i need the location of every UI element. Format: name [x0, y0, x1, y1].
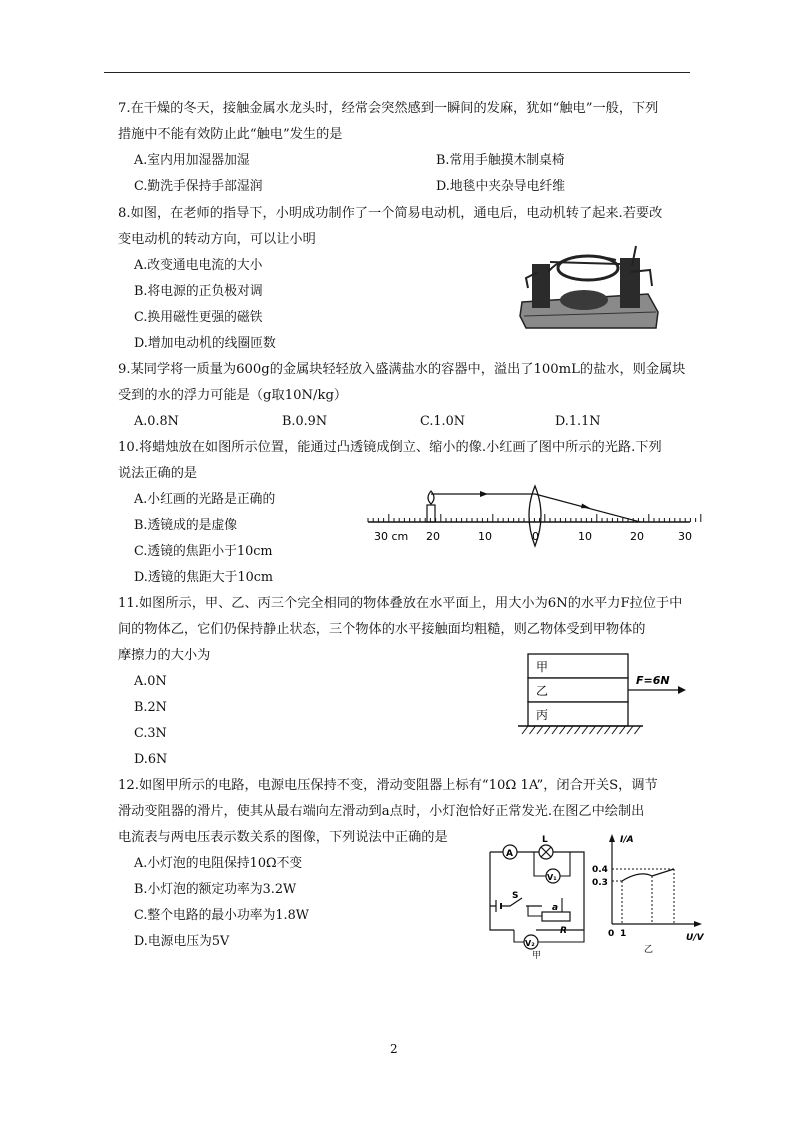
q7-stem-line2: 措施中不能有效防止此“触电”发生的是	[118, 127, 343, 142]
q8-option-b: B.将电源的正负极对调	[134, 284, 263, 299]
q12-stem-line2: 滑动变阻器的滑片，使其从最右端向左滑动到a点时，小灯泡恰好正常发光.在图乙中绘制出	[118, 804, 645, 819]
ruler-label-20-left: 20	[426, 530, 440, 543]
switch-label: S	[512, 891, 519, 901]
q11-option-b: B.2N	[134, 700, 167, 715]
ruler-label-10-left: 10	[478, 530, 492, 543]
q9-stem-line1: 9.某同学将一质量为600g的金属块轻轻放入盛满盐水的容器中，溢出了100mL的盐水，则金属块	[118, 362, 686, 377]
graph-y-arrow	[609, 834, 615, 842]
resistor-label: R	[560, 926, 567, 936]
hatch-stroke	[567, 726, 573, 734]
hatch-stroke	[605, 726, 611, 734]
graph-x-tick-0: 0	[608, 929, 615, 939]
page-number: 2	[390, 1042, 398, 1056]
graph-x-label: U/V	[686, 933, 704, 943]
ruler-ticks	[368, 514, 701, 522]
q10-option-a: A.小红画的光路是正确的	[134, 492, 276, 507]
ground-hatching	[522, 726, 641, 734]
hatch-stroke	[537, 726, 543, 734]
q7-option-c: C.勤洗手保持手部湿润	[134, 179, 263, 194]
ruler-label-10-right: 10	[578, 530, 592, 543]
ray-arrow-2	[581, 504, 590, 509]
point-a-label: a	[552, 903, 559, 913]
motor-photo	[518, 242, 660, 330]
rheostat-wire	[528, 906, 542, 916]
hatch-stroke	[590, 726, 596, 734]
q7-stem-line1: 7.在干燥的冬天，接触金属水龙头时，经常会突然感到一瞬间的发麻，犹如“触电”一般，下列	[118, 101, 659, 116]
hatch-stroke	[582, 726, 588, 734]
hatch-stroke	[545, 726, 551, 734]
ammeter-label: A	[506, 849, 513, 859]
iu-graph	[592, 830, 710, 960]
stacked-blocks-diagram	[518, 650, 690, 742]
ruler-label-20-right: 20	[630, 530, 644, 543]
q9-option-d: D.1.1N	[555, 414, 601, 429]
lens-diagram	[364, 484, 694, 550]
q11-stem-line1: 11.如图所示，甲、乙、丙三个完全相同的物体叠放在水平面上，用大小为6N的水平力F拉位于中	[118, 596, 683, 611]
q12-option-a: A.小灯泡的电阻保持10Ω不变	[134, 856, 303, 871]
circuit-diagram	[484, 832, 596, 960]
hatch-stroke	[620, 726, 626, 734]
hatch-stroke	[552, 726, 558, 734]
q11-option-c: C.3N	[134, 726, 167, 741]
force-arrowhead	[678, 686, 686, 694]
lamp-label: L	[542, 835, 548, 845]
q9-option-a: A.0.8N	[134, 414, 179, 429]
q10-stem-line1: 10.将蜡烛放在如图所示位置，能通过凸透镜成倒立、缩小的像.小红画了图中所示的光路.下列	[118, 440, 662, 455]
graph-line-v2	[652, 869, 674, 876]
q8-stem-line1: 8.如图，在老师的指导下，小明成功制作了一个简易电动机，通电后，电动机转了起来.若要改	[118, 206, 663, 221]
rheostat	[542, 912, 570, 921]
graph-curve-v1	[622, 874, 652, 881]
q9-option-c: C.1.0N	[420, 414, 465, 429]
q12-stem-line1: 12.如图甲所示的电路，电源电压保持不变，滑动变阻器上标有“10Ω 1A”，闭合开关S，调节	[118, 778, 658, 793]
q11-option-d: D.6N	[134, 752, 168, 767]
hatch-stroke	[522, 726, 528, 734]
q12-option-c: C.整个电路的最小功率为1.8W	[134, 908, 309, 923]
hatch-stroke	[627, 726, 633, 734]
q11-option-a: A.0N	[134, 674, 167, 689]
circuit-caption: 甲	[532, 951, 542, 961]
block-middle-label: 乙	[536, 684, 549, 698]
q9-stem-line2: 受到的水的浮力可能是（g取10N/kg）	[118, 388, 348, 403]
q7-option-a: A.室内用加湿器加湿	[134, 153, 250, 168]
q12-stem-line3: 电流表与两电压表示数关系的图像，下列说法中正确的是	[118, 830, 448, 845]
graph-y-label: I/A	[620, 835, 634, 845]
q10-stem-line2: 说法正确的是	[118, 466, 198, 481]
voltmeter-v2-label: V₂	[525, 939, 535, 948]
q7-option-d: D.地毯中夹杂导电纤维	[436, 179, 566, 194]
q8-option-c: C.换用磁性更强的磁铁	[134, 310, 263, 325]
candle-flame	[428, 491, 434, 504]
block-top-label: 甲	[536, 660, 549, 674]
q8-option-d: D.增加电动机的线圈匝数	[134, 336, 276, 351]
q8-option-a: A.改变通电电流的大小	[134, 258, 263, 273]
ruler-label-30cm-left: 30 cm	[374, 530, 409, 543]
hatch-stroke	[530, 726, 536, 734]
q9-option-b: B.0.9N	[282, 414, 328, 429]
hatch-stroke	[560, 726, 566, 734]
force-label: F=6N	[636, 674, 670, 687]
q7-option-b: B.常用手触摸木制桌椅	[436, 153, 565, 168]
graph-guides	[612, 869, 674, 881]
q12-option-d: D.电源电压为5V	[134, 934, 230, 949]
q10-option-b: B.透镜成的是虚像	[134, 518, 238, 533]
graph-caption: 乙	[644, 945, 654, 955]
voltmeter-v1-label: V₁	[547, 873, 557, 882]
hatch-stroke	[635, 726, 641, 734]
header-rule	[104, 72, 690, 73]
q10-option-d: D.透镜的焦距大于10cm	[134, 570, 274, 585]
q8-stem-line2: 变电动机的转动方向，可以让小明	[118, 232, 316, 247]
graph-x-tick-1: 1	[620, 929, 627, 939]
graph-y-tick-03: 0.3	[592, 878, 608, 888]
graph-x-arrow	[694, 921, 702, 927]
q12-option-b: B.小灯泡的额定功率为3.2W	[134, 882, 297, 897]
ruler-label-0: 0	[532, 530, 539, 543]
hatch-stroke	[612, 726, 618, 734]
hatch-stroke	[575, 726, 581, 734]
candle	[427, 505, 435, 522]
q11-stem-line3: 摩擦力的大小为	[118, 648, 211, 663]
block-bottom-label: 丙	[536, 708, 549, 722]
ray-arrow-1	[480, 491, 488, 497]
ruler-label-30-right: 30	[678, 530, 692, 543]
graph-y-tick-04: 0.4	[592, 865, 608, 875]
hatch-stroke	[597, 726, 603, 734]
q10-option-c: C.透镜的焦距小于10cm	[134, 544, 273, 559]
q11-stem-line2: 间的物体乙，它们仍保持静止状态，三个物体的水平接触面均粗糙，则乙物体受到甲物体的	[118, 622, 646, 637]
